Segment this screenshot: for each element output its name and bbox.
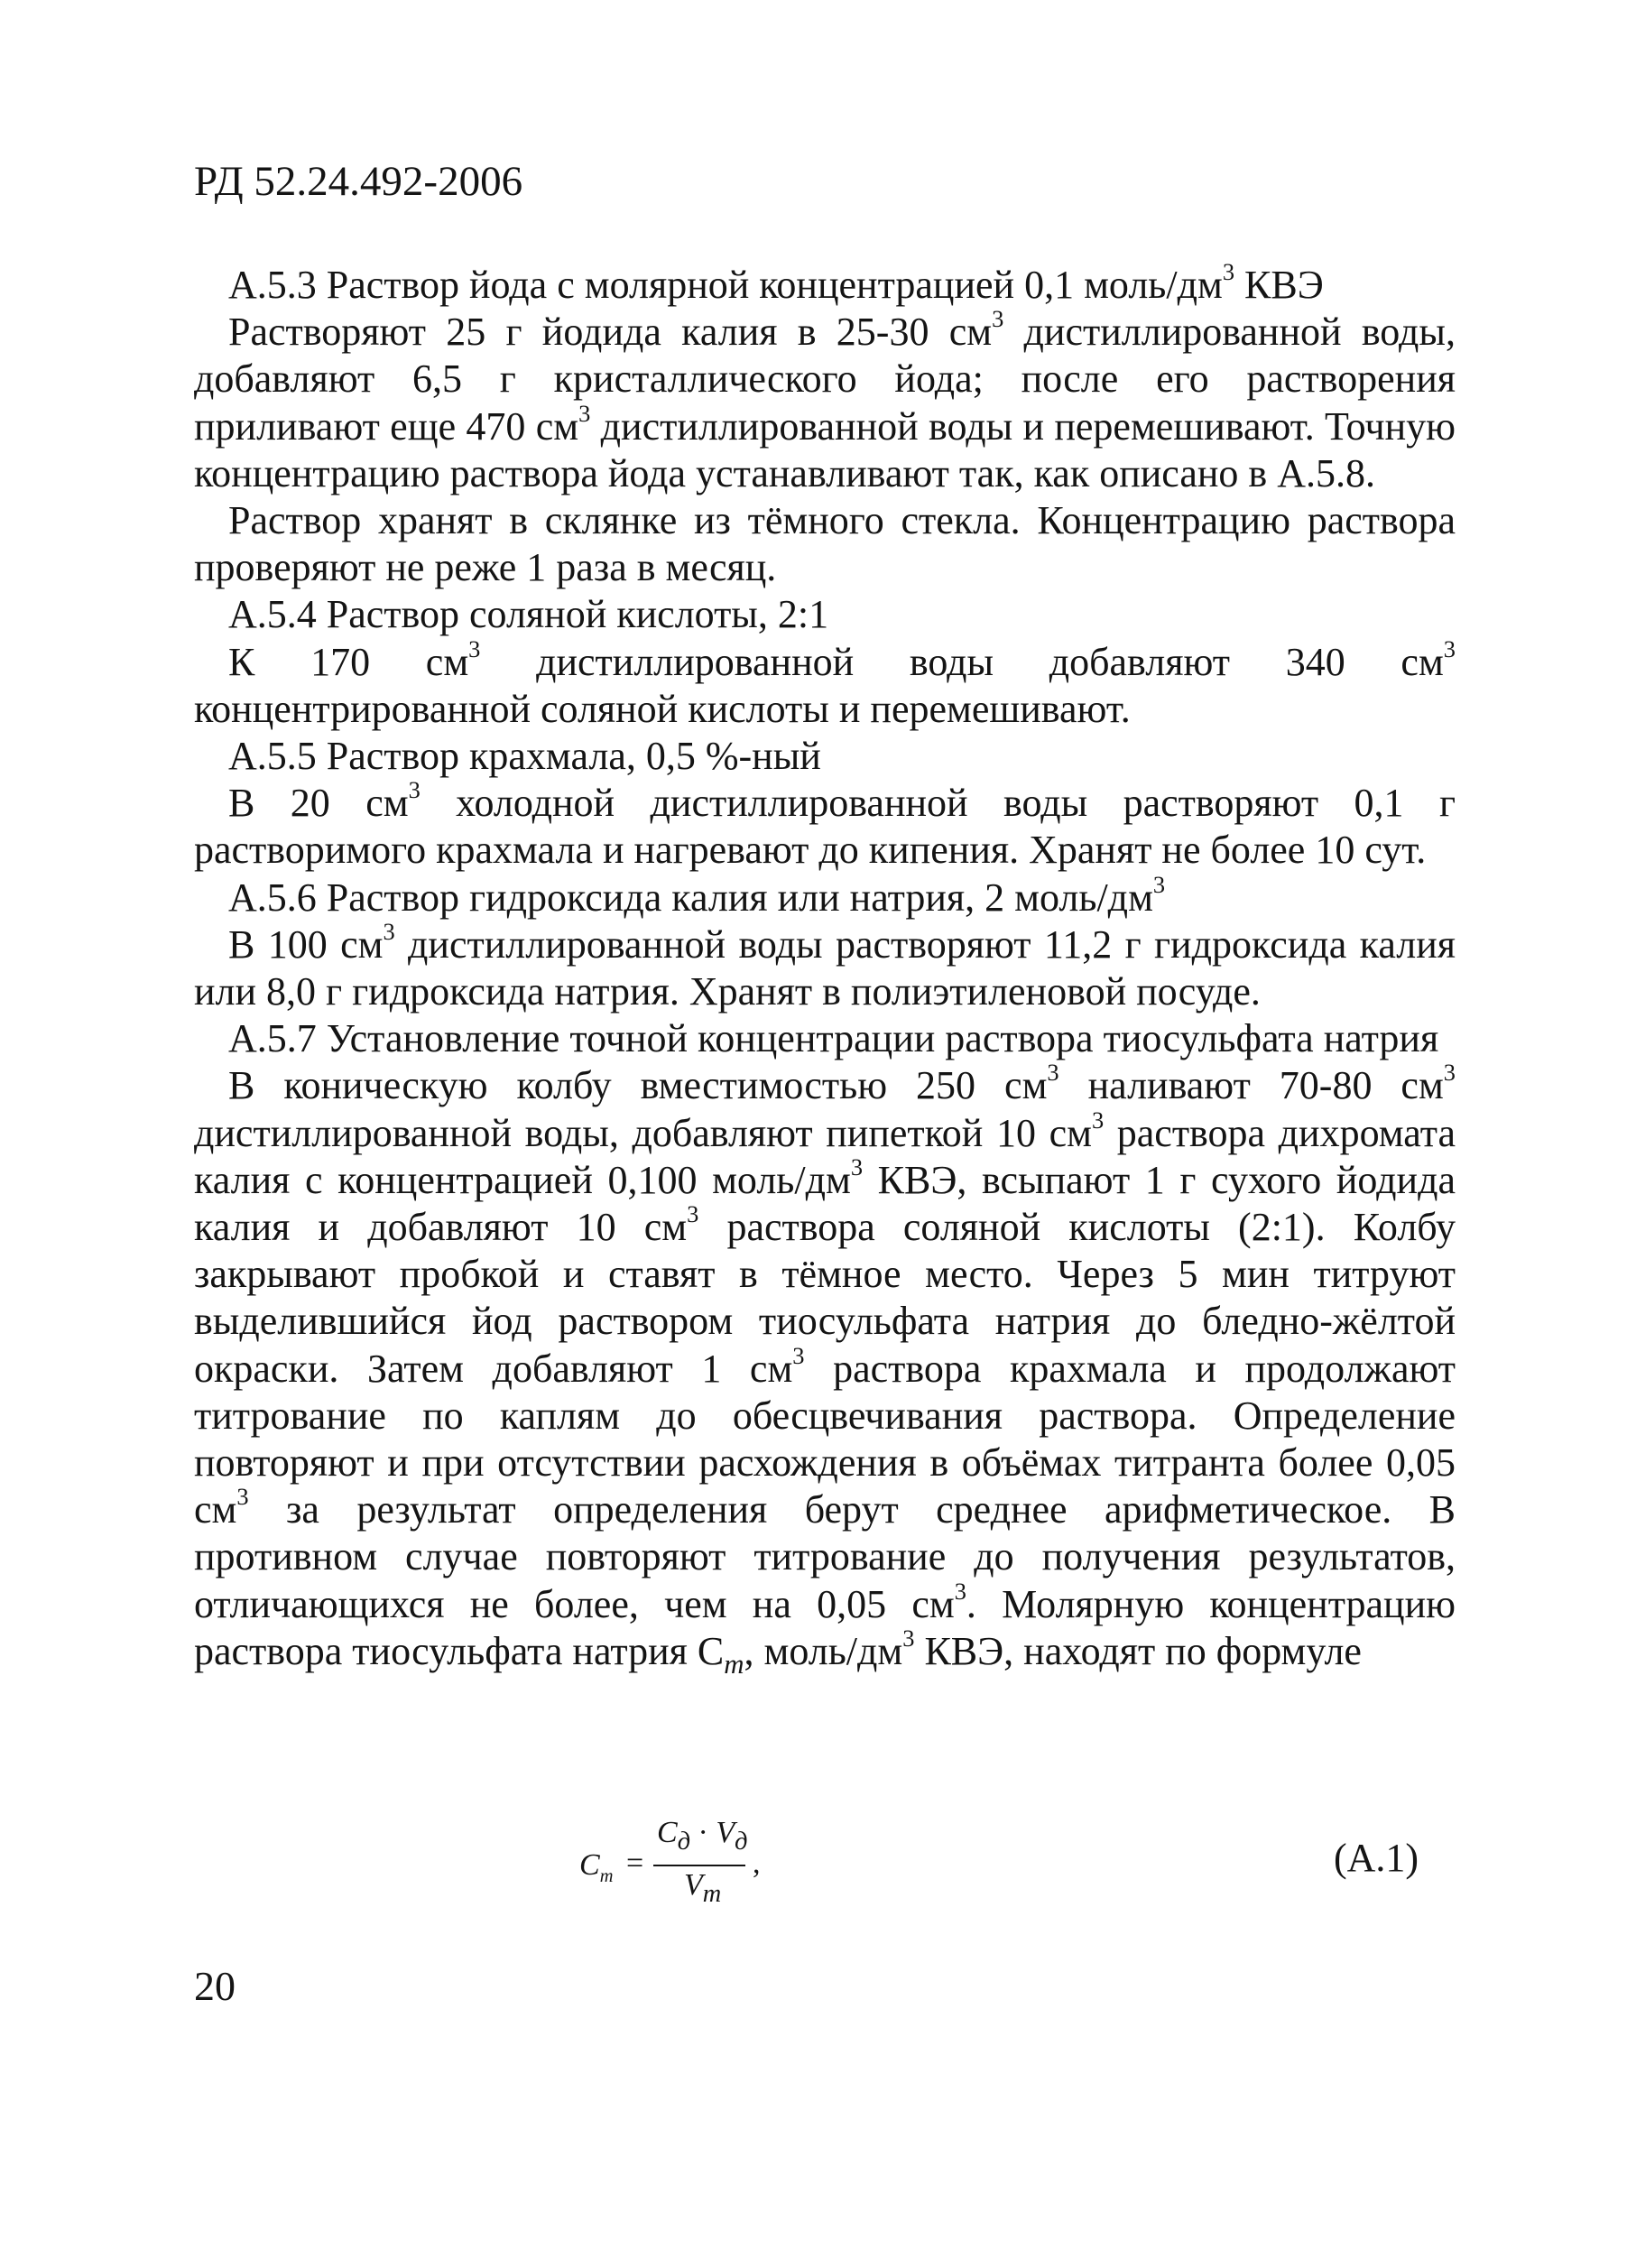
- section-heading-a54: А.5.4 Раствор соляной кислоты, 2:1: [228, 592, 829, 637]
- formula-numerator: $C_д \cdot V_д$: [657, 1816, 748, 1856]
- body-text: [194, 258, 1456, 1680]
- section-heading-a53: А.5.3 Раствор йода с молярной концентрацией 0,1 моль/$дм^3$ КВЭ: [228, 258, 1324, 307]
- formula-a1: [578, 1814, 830, 1908]
- formula-comma: ,: [753, 1847, 761, 1880]
- formula-equals: =: [626, 1847, 644, 1880]
- paragraph-hcl-prep: К 170 $см^3$ дистиллированной воды добавляют 340 $см^3$ концентрированной соляной кислоты и перемешивают.: [194, 634, 1456, 731]
- paragraph-iodine-prep: Растворяют 25 г йодида калия в 25-30 $см^3$ дистиллированной воды, добавляют 6,5 г кристаллического йода; после его растворения приливают еще 470 $см^3$ дистиллированной воды и перемешивают. Точную концентрацию раствора йода устанавливают так, как описано в А.5.8.: [194, 305, 1456, 495]
- paragraph-hydroxide-prep: В 100 $см^3$ дистиллированной воды растворяют 11,2 г гидроксида калия или 8,0 г гидроксида натрия. Хранят в полиэтиленовой посуде.: [194, 918, 1456, 1014]
- formula-lhs: $C_т$: [579, 1848, 614, 1886]
- section-heading-a55: А.5.5 Раствор крахмала, 0,5 %-ный: [228, 734, 821, 779]
- paragraph-iodine-storage: Раствор хранят в склянке из тёмного стекла. Концентрацию раствора проверяют не реже 1 раза в месяц.: [194, 498, 1456, 590]
- page-number: 20: [194, 1963, 236, 2009]
- document-code: РД 52.24.492-2006: [194, 158, 523, 205]
- formula-fraction-bar: [653, 1865, 745, 1866]
- equation-number: (А.1): [1334, 1836, 1419, 1880]
- section-heading-a56: А.5.6 Раствор гидроксида калия или натрия, 2 моль/$дм^3$: [228, 870, 1166, 920]
- paragraph-thiosulfate-titration: В коническую колбу вместимостью 250 $см^3$ наливают 70-80 $см^3$ дистиллированной воды, добавляют пипеткой 10 $см^3$ раствора дихромата калия с концентрацией 0,100 моль/$дм^3$ КВЭ, всыпают 1 г сухого йодида калия и добавляют 10 $см^3$ раствора соляной кислоты (2:1). Колбу закрывают пробкой и ставят в тёмное место. Через 5 мин титруют выделившийся йод раствором тиосульфата натрия до бледно-жёлтой окраски. Затем добавляют 1 $см^3$ раствора крахмала и продолжают титрование по каплям до обесцвечивания раствора. Определение повторяют и при отсутствии расхождения в объёмах титранта более 0,05 $см^3$ за результат определения берут среднее арифметическое. В противном случае повторяют титрование до получения результатов, отличающихся не более, чем на 0,05 $см^3$. Молярную концентрацию раствора тиосульфата натрия $С_т$, моль/$дм^3$ КВЭ, находят по формуле: [194, 1059, 1456, 1680]
- section-heading-a57: А.5.7 Установление точной концентрации раствора тиосульфата натрия: [228, 1016, 1439, 1061]
- formula-denominator: $V_т$: [684, 1868, 722, 1908]
- paragraph-starch-prep: В 20 $см^3$ холодной дистиллированной воды растворяют 0,1 г растворимого крахмала и нагревают до кипения. Хранят не более 10 сут.: [194, 776, 1456, 873]
